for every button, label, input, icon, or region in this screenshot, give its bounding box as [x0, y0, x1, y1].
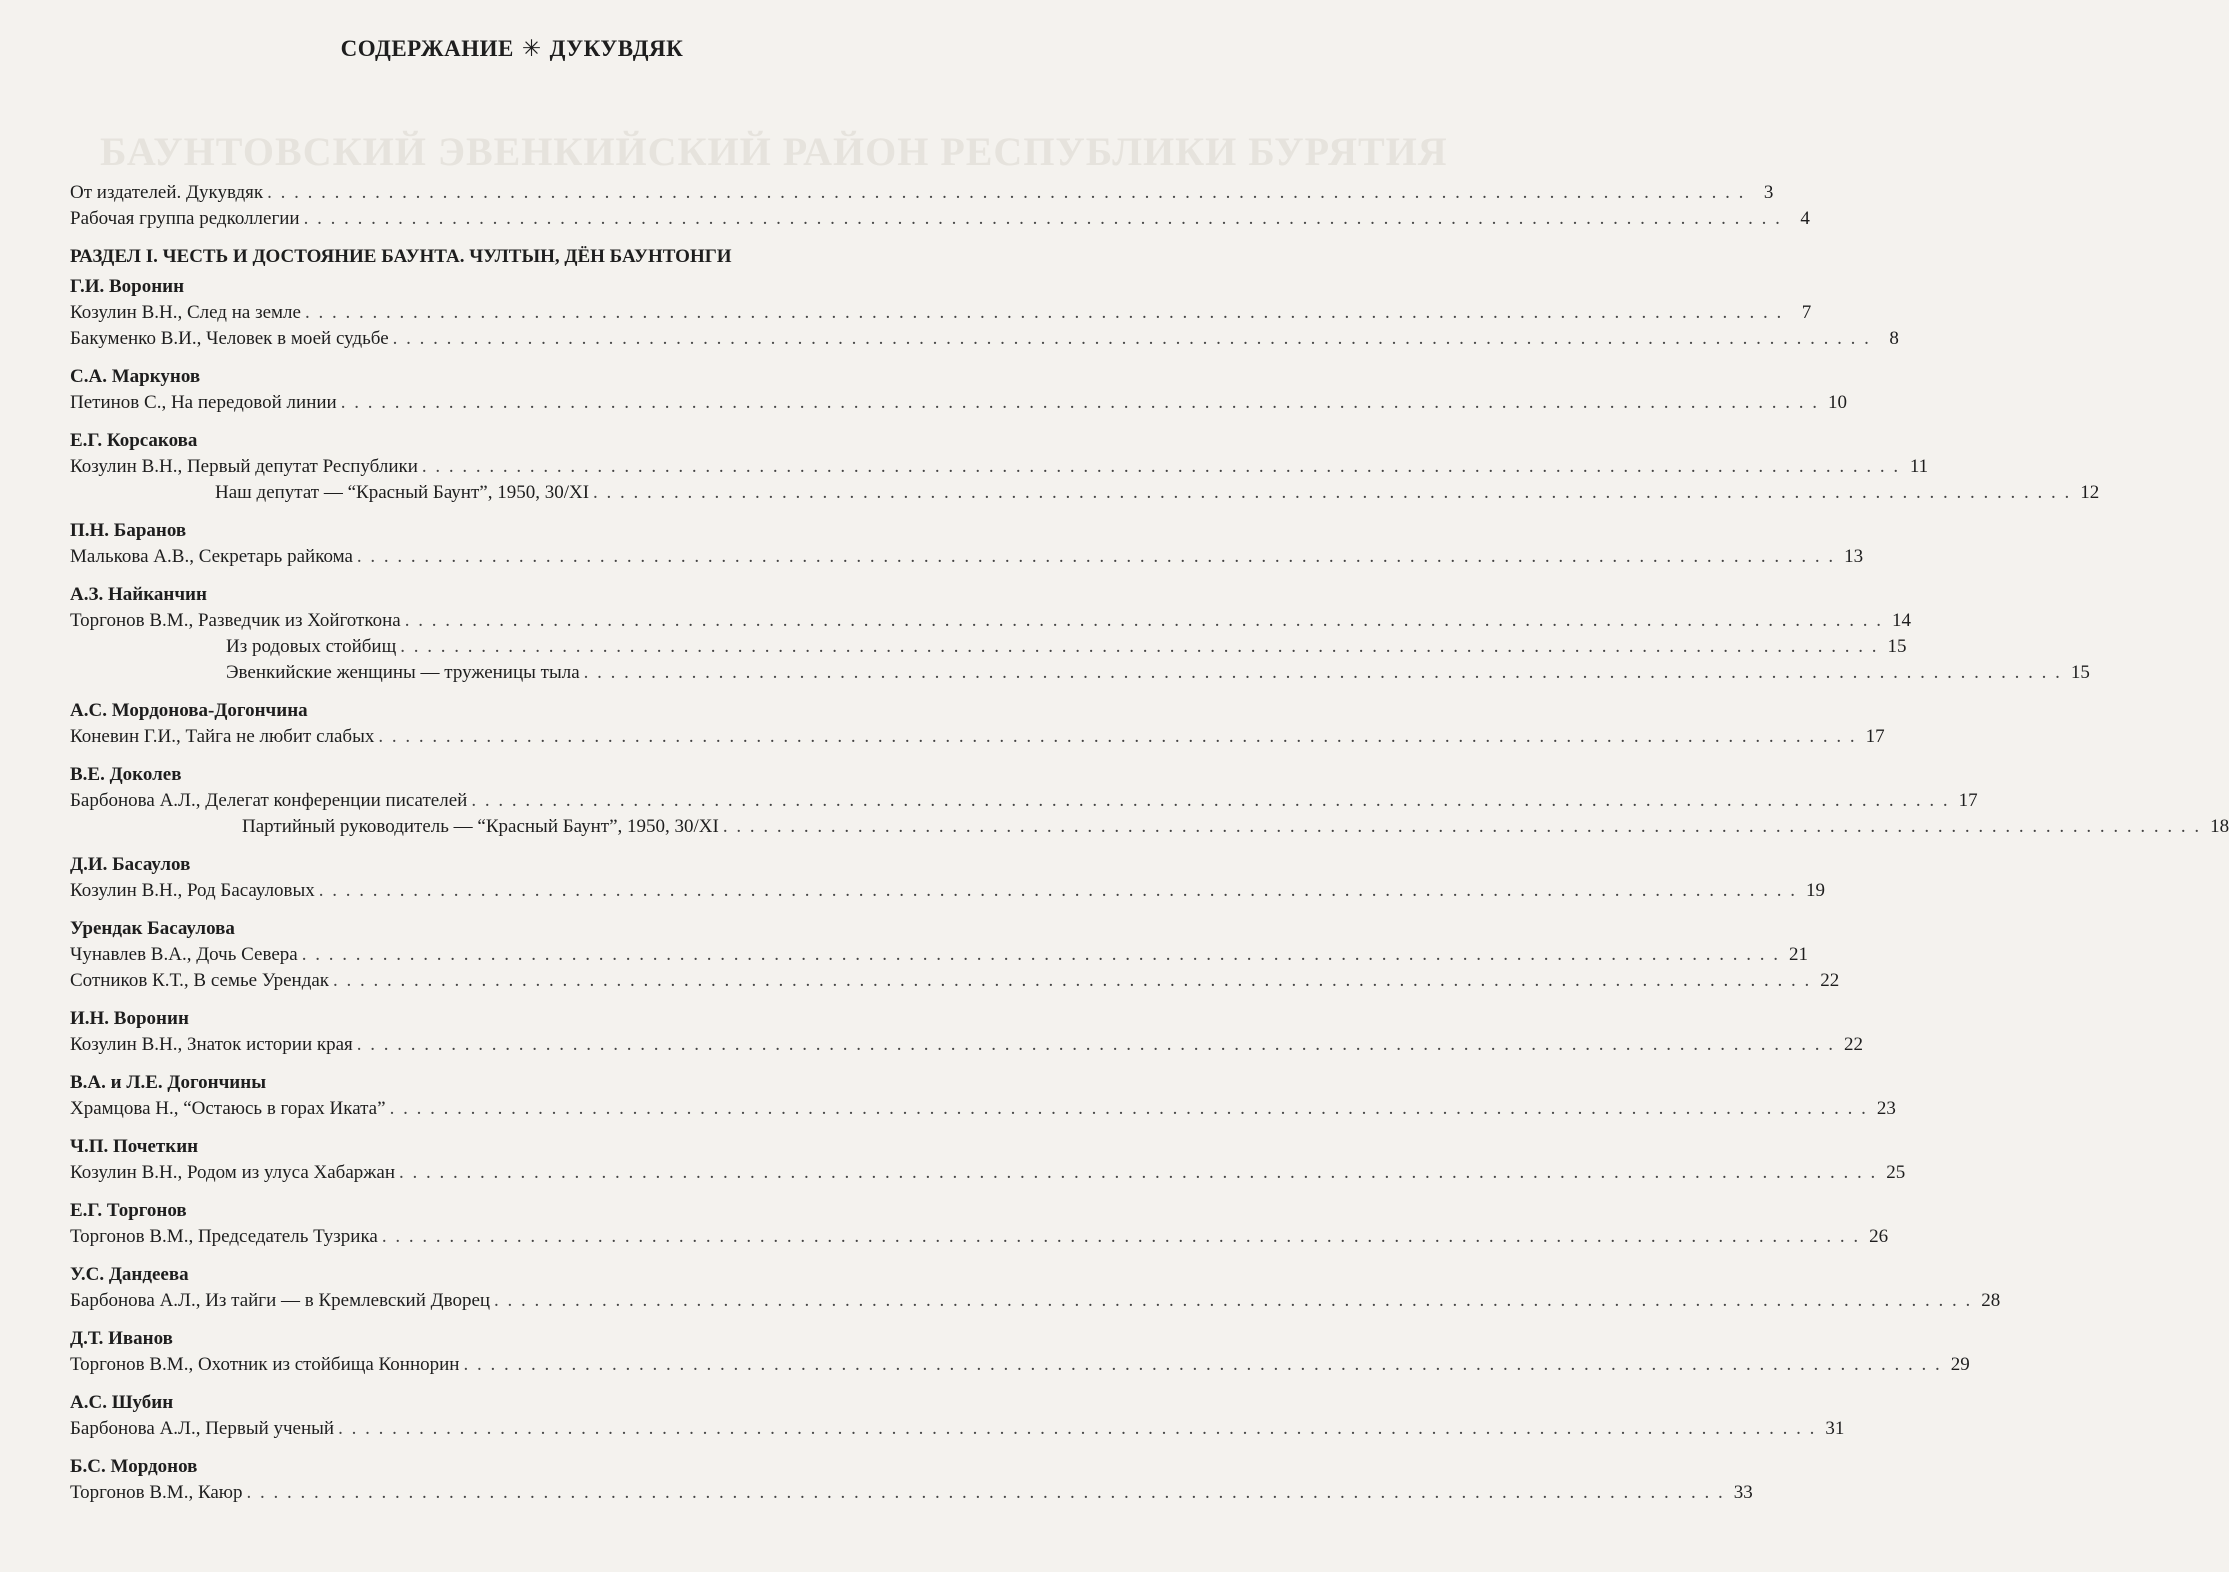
toc-entry-title: Торгонов В.М., Охотник из стойбища Коннорин — [70, 1354, 460, 1375]
toc-entry — [70, 1032, 1864, 1058]
person-heading: В.Е. Доколев — [70, 764, 182, 785]
toc-page-number: 14 — [1891, 610, 1911, 631]
toc-group — [70, 582, 2090, 686]
toc-page-number: 23 — [1876, 1098, 1896, 1119]
toc-page-number: 22 — [1844, 1034, 1864, 1055]
running-head-right: ДУКУВДЯК — [549, 36, 684, 61]
toc-group — [70, 274, 1899, 352]
toc-page-number: 7 — [1801, 302, 1812, 323]
dot-leader — [338, 1416, 1816, 1442]
toc-entry — [70, 878, 1826, 904]
toc-group — [70, 364, 1847, 416]
toc-entry-title: Храмцова Н., “Остаюсь в горах Иката” — [70, 1098, 386, 1119]
toc-page-number: 11 — [1909, 456, 1929, 477]
toc-group — [70, 762, 2229, 840]
person-heading: Е.Г. Корсакова — [70, 430, 198, 451]
dot-leader — [267, 180, 1745, 206]
toc-entry — [70, 968, 1840, 994]
toc-page-number: 25 — [1886, 1162, 1906, 1183]
toc-entry — [70, 1160, 1906, 1186]
dot-leader — [422, 454, 1900, 480]
toc-entry-title: Рабочая группа редколлегии — [70, 208, 300, 229]
toc-page-number: 13 — [1844, 546, 1864, 567]
dot-leader — [305, 300, 1783, 326]
toc-entry — [70, 206, 1810, 232]
toc-entry-title: Торгонов В.М., Разведчик из Хойготкона — [70, 610, 401, 631]
person-heading: Ч.П. Почеткин — [70, 1136, 199, 1157]
toc-page-number: 18 — [2210, 816, 2229, 837]
dot-leader — [471, 788, 1949, 814]
person-heading: П.Н. Баранов — [70, 520, 187, 541]
toc-group — [70, 1134, 1906, 1186]
toc-entry-title: Бакуменко В.И., Человек в моей судьбе — [70, 328, 389, 349]
table-of-contents — [70, 180, 2229, 1506]
toc-entry — [70, 180, 1774, 206]
toc-entry-title: Торгонов В.М., Председатель Тузрика — [70, 1226, 378, 1247]
dot-leader — [393, 326, 1871, 352]
toc-entry — [70, 724, 1885, 750]
toc-page-number: 3 — [1763, 182, 1774, 203]
toc-entry — [70, 480, 2100, 506]
toc-group — [70, 1006, 1864, 1058]
dot-leader — [405, 608, 1883, 634]
toc-group — [70, 428, 2100, 506]
toc-page-number: 22 — [1820, 970, 1840, 991]
toc-group — [70, 518, 1864, 570]
toc-page-number: 21 — [1788, 944, 1808, 965]
dot-leader — [319, 878, 1797, 904]
toc-group — [70, 1070, 1896, 1122]
running-head — [0, 36, 1024, 62]
bleed-through-heading: БАУНТОВСКИЙ ЭВЕНКИЙСКИЙ РАЙОН РЕСПУБЛИКИ БУРЯТИЯ — [100, 129, 1448, 174]
dot-leader — [400, 634, 1878, 660]
dot-leader — [494, 1288, 1972, 1314]
person-heading: А.С. Мордонова-Догончина — [70, 700, 308, 721]
dot-leader — [304, 206, 1782, 232]
toc-entry — [70, 1352, 1970, 1378]
toc-page-number: 4 — [1800, 208, 1810, 229]
toc-entry — [70, 1480, 1753, 1506]
dot-leader — [382, 1224, 1860, 1250]
dot-leader — [399, 1160, 1877, 1186]
toc-page-number: 17 — [1958, 790, 1978, 811]
toc-entry-title: Наш депутат — “Красный Баунт”, 1950, 30/XI — [215, 482, 590, 503]
toc-entry-title: Эвенкийские женщины — труженицы тыла — [226, 662, 580, 683]
dot-leader — [357, 1032, 1835, 1058]
toc-entry — [70, 1096, 1896, 1122]
toc-group — [70, 1198, 1889, 1250]
person-heading: Д.Т. Иванов — [70, 1328, 173, 1349]
toc-entry-title: Чунавлев В.А., Дочь Севера — [70, 944, 298, 965]
toc-entry-title: Барбонова А.Л., Делегат конференции писателей — [70, 790, 468, 811]
toc-group — [70, 852, 1826, 904]
toc-entry — [70, 660, 2090, 686]
person-heading: У.С. Дандеева — [70, 1264, 189, 1285]
running-head-left: СОДЕРЖАНИЕ — [340, 36, 514, 61]
toc-group — [70, 1454, 1753, 1506]
toc-entry — [70, 634, 1907, 660]
toc-entry — [70, 1288, 2001, 1314]
toc-entry-title: Малькова А.В., Секретарь райкома — [70, 546, 353, 567]
person-heading: Е.Г. Торгонов — [70, 1200, 187, 1221]
toc-entry — [70, 942, 1808, 968]
dot-leader — [378, 724, 1856, 750]
person-heading: В.А. и Л.Е. Догончины — [70, 1072, 267, 1093]
toc-group — [70, 916, 1840, 994]
toc-entry — [70, 454, 1929, 480]
toc-entry — [70, 326, 1899, 352]
toc-group — [70, 698, 1885, 750]
person-heading: Г.И. Воронин — [70, 276, 185, 297]
toc-entry-title: Сотников К.Т., В семье Урендак — [70, 970, 330, 991]
toc-entry — [70, 390, 1847, 416]
toc-entry-title: Козулин В.Н., Родом из улуса Хабаржан — [70, 1162, 395, 1183]
dot-leader — [463, 1352, 1941, 1378]
toc-entry-title: Барбонова А.Л., Из тайги — в Кремлевский Дворец — [70, 1290, 491, 1311]
toc-page-number: 28 — [1981, 1290, 2001, 1311]
person-heading: А.С. Шубин — [70, 1392, 174, 1413]
dot-leader — [723, 814, 2201, 840]
toc-groups — [70, 274, 2229, 1506]
person-heading: Урендак Басаулова — [70, 918, 235, 939]
toc-page-number: 15 — [1887, 636, 1907, 657]
toc-entry — [70, 1416, 1845, 1442]
toc-entry — [70, 788, 1978, 814]
toc-entry-title: Коневин Г.И., Тайга не любит слабых — [70, 726, 375, 747]
toc-page-number: 29 — [1950, 1354, 1970, 1375]
toc-entry-title: Козулин В.Н., Знаток истории края — [70, 1034, 353, 1055]
toc-entry-title: Торгонов В.М., Каюр — [70, 1482, 243, 1503]
toc-entry-title: Козулин В.Н., Первый депутат Республики — [70, 456, 418, 477]
toc-entry — [70, 608, 1911, 634]
toc-entry-title: Партийный руководитель — “Красный Баунт”, 1950, 30/XI — [242, 816, 719, 837]
toc-page-number: 12 — [2080, 482, 2100, 503]
toc-page-number: 33 — [1733, 1482, 1753, 1503]
person-heading: А.З. Найканчин — [70, 584, 207, 605]
toc-group — [70, 1262, 2001, 1314]
toc-entry-title: Петинов С., На передовой линии — [70, 392, 337, 413]
person-heading: Д.И. Басаулов — [70, 854, 191, 875]
toc-page-number: 31 — [1825, 1418, 1845, 1439]
dot-leader — [341, 390, 1819, 416]
toc-page-number: 19 — [1806, 880, 1826, 901]
toc-group — [70, 1326, 1970, 1378]
toc-entry-title: Козулин В.Н., След на земле — [70, 302, 301, 323]
person-heading: И.Н. Воронин — [70, 1008, 189, 1029]
toc-entry — [70, 814, 2229, 840]
dot-leader — [390, 1096, 1868, 1122]
toc-page-number: 26 — [1869, 1226, 1889, 1247]
toc-page-number: 15 — [2070, 662, 2090, 683]
person-heading: Б.С. Мордонов — [70, 1456, 198, 1477]
dot-leader — [302, 942, 1780, 968]
toc-entry — [70, 544, 1864, 570]
toc-page-number: 10 — [1827, 392, 1847, 413]
section-title: РАЗДЕЛ I. ЧЕСТЬ И ДОСТОЯНИЕ БАУНТА. ЧУЛТЫН, ДЁН БАУНТОНГИ — [70, 246, 732, 267]
intro-entries — [70, 180, 1810, 232]
toc-group — [70, 1390, 1845, 1442]
ornament-star-icon: ✳ — [521, 36, 542, 61]
dot-leader — [584, 660, 2062, 686]
toc-entry-title: Барбонова А.Л., Первый ученый — [70, 1418, 335, 1439]
dot-leader — [247, 1480, 1725, 1506]
toc-entry — [70, 1224, 1889, 1250]
toc-entry — [70, 300, 1812, 326]
toc-page-number: 17 — [1865, 726, 1885, 747]
toc-entry-title: Из родовых стойбищ — [226, 636, 397, 657]
dot-leader — [593, 480, 2071, 506]
dot-leader — [357, 544, 1835, 570]
toc-page-number: 8 — [1889, 328, 1899, 349]
toc-entry-title: От издателей. Дукувдяк — [70, 182, 264, 203]
toc-entry-title: Козулин В.Н., Род Басауловых — [70, 880, 315, 901]
person-heading: С.А. Маркунов — [70, 366, 201, 387]
dot-leader — [333, 968, 1811, 994]
